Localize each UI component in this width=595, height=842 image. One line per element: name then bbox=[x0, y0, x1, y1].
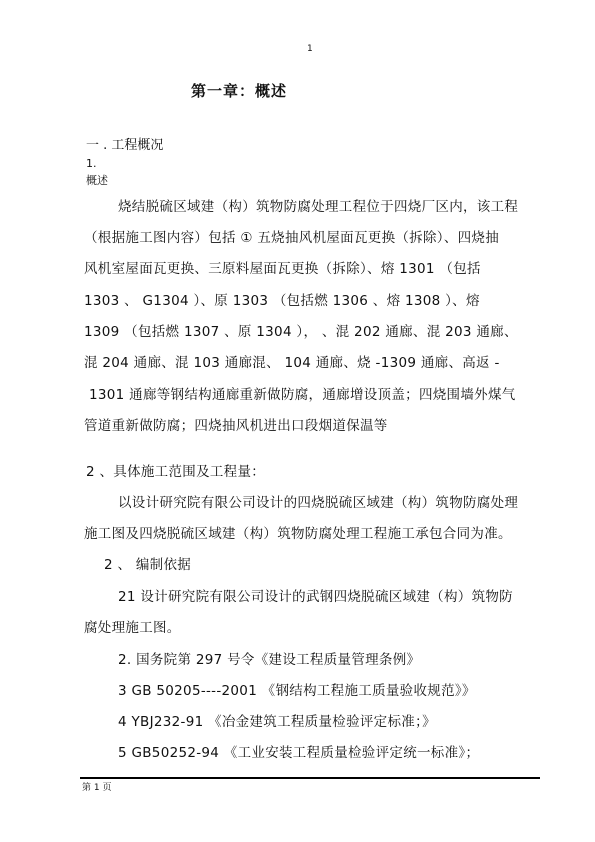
footer-divider bbox=[80, 777, 540, 779]
footer-page-label: 第 1 页 bbox=[82, 783, 112, 793]
basis-item: 腐处理施工图。 bbox=[84, 620, 181, 636]
subsection-number: 1. bbox=[86, 157, 97, 170]
basis-item: 4 YBJ232-91 《冶金建筑工程质量检验评定标准；》 bbox=[118, 714, 436, 730]
overview-paragraph-line: 风机室屋面瓦更换、三原料屋面瓦更换（拆除）、熔 1301 （包括 bbox=[84, 261, 481, 277]
overview-paragraph-line: 混 204 通廊、混 103 通廊混、 104 通廊、烧 -1309 通廊、高返 - bbox=[84, 355, 500, 371]
page-number-top: 1 bbox=[307, 44, 313, 54]
overview-paragraph-line: 1309 （包括燃 1307 、原 1304 ）， 、混 202 通廊、混 203 通廊、 bbox=[84, 324, 518, 340]
section-heading-basis: 2 、 编制依据 bbox=[104, 557, 192, 573]
overview-paragraph-line: （根据施工图内容）包括 ① 五烧抽风机屋面瓦更换（拆除）、四烧抽 bbox=[84, 230, 500, 246]
overview-paragraph-line: 1303 、 G1304 ）、原 1303 （包括燃 1306 、熔 1308 ）、熔 bbox=[84, 293, 480, 309]
basis-item: 21 设计研究院有限公司设计的武钢四烧脱硫区域建（构）筑物防 bbox=[118, 589, 513, 605]
scope-paragraph-line: 施工图及四烧脱硫区域建（构）筑物防腐处理工程施工承包合同为准。 bbox=[84, 526, 512, 542]
overview-paragraph-line: 管道重新做防腐；四烧抽风机进出口段烟道保温等 bbox=[84, 418, 388, 434]
section-heading-project-overview: 一 . 工程概况 bbox=[86, 138, 164, 153]
overview-paragraph-line: 1301 通廊等钢结构通廊重新做防腐，通廊增设顶盖；四烧围墙外煤气 bbox=[89, 387, 516, 403]
subsection-label: 概述 bbox=[86, 174, 108, 187]
scope-paragraph-line: 以设计研究院有限公司设计的四烧脱硫区域建（构）筑物防腐处理 bbox=[118, 495, 519, 511]
section-heading-scope: 2 、具体施工范围及工程量： bbox=[86, 464, 266, 480]
overview-paragraph-line: 烧结脱硫区域建（构）筑物防腐处理工程位于四烧厂区内，该工程 bbox=[118, 199, 519, 215]
basis-item: 5 GB50252-94 《工业安装工程质量检验评定统一标准》； bbox=[118, 745, 480, 761]
basis-item: 3 GB 50205----2001 《钢结构工程施工质量验收规范》》 bbox=[118, 683, 476, 699]
chapter-title: 第一章：概述 bbox=[191, 82, 288, 100]
basis-item: 2. 国务院第 297 号令《建设工程质量管理条例》 bbox=[118, 652, 421, 668]
